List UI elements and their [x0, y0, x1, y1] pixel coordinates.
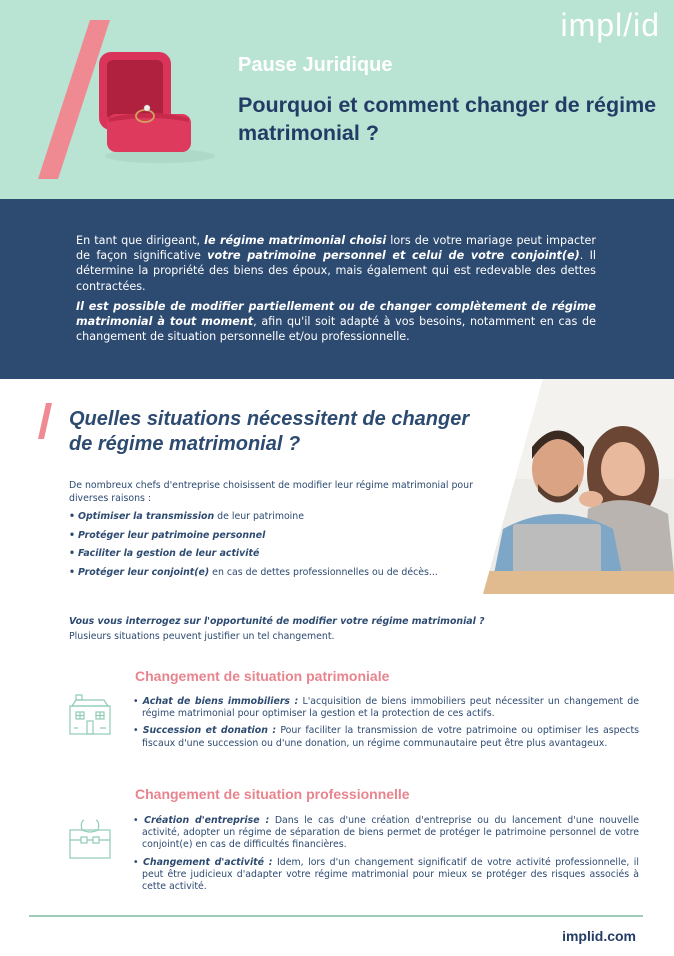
website-link[interactable]: implid.com: [562, 928, 636, 944]
intro-text: lors de votre mariage peut impacter de façon significative: [76, 234, 596, 263]
reason-bold: Optimiser la transmission: [78, 511, 215, 522]
bullet-icon: •: [69, 548, 75, 559]
section-intro: De nombreux chefs d'entreprise choisissent de modifier leur régime matrimonial pour diverses raisons :: [69, 480, 473, 504]
intro-text: En tant que dirigeant,: [76, 234, 205, 247]
reason-text: de leur patrimoine: [214, 511, 304, 522]
intro-emphasis: votre patrimoine personnel et celui de votre conjoint(e): [207, 249, 580, 263]
list-item: [133, 857, 639, 894]
item-bold: Succession et donation :: [142, 725, 277, 737]
slash-icon: [38, 403, 52, 439]
list-item: [69, 530, 489, 543]
reason-bold: Faciliter la gestion de leur activité: [78, 548, 260, 559]
list-item: [69, 511, 489, 524]
item-text: Pour faciliter la transmission de votre patrimoine ou optimiser les aspects fiscaux d'une succession ou d'une donation, un régime communautaire peut être plus avantageux.: [142, 725, 640, 749]
reasons-list: [69, 511, 489, 585]
footer-divider: [29, 915, 643, 917]
bullet-icon: •: [133, 856, 144, 868]
bullet-icon: •: [133, 696, 143, 707]
item-bold: Achat de biens immobiliers :: [142, 696, 299, 707]
briefcase-icon: [68, 818, 112, 864]
question-text: Vous vous interrogez sur l'opportunité de modifier votre régime matrimonial ?: [69, 616, 485, 627]
list-item: [69, 567, 489, 580]
reason-text: en cas de dettes professionnelles ou de décès...: [209, 566, 438, 578]
bullet-icon: •: [133, 815, 145, 826]
house-icon: [68, 694, 112, 740]
question-block: [69, 614, 529, 644]
intro-block: [0, 199, 674, 379]
section-accent-slash: [38, 403, 52, 443]
kicker-label: Pause Juridique: [238, 54, 393, 76]
bullet-icon: •: [69, 511, 75, 522]
section-title: Quelles situations nécessitent de changer de régime matrimonial ?: [69, 408, 470, 455]
bullet-icon: •: [133, 725, 143, 737]
intro-paragraph-1: [76, 233, 596, 294]
page-title: Pourquoi et comment changer de régime matrimonial ?: [238, 93, 657, 145]
implid-logo: impl/id: [560, 7, 660, 43]
item-text: Idem, lors d'un changement significatif de votre activité professionnelle, il peut être judicieux d'adapter votre régime matrimonial pour mieux se protéger des risques associés à cette activité.: [142, 856, 639, 893]
professionnelle-list: [133, 815, 639, 898]
item-bold: Changement d'activité :: [143, 856, 273, 868]
item-text: Dans le cas d'une création d'entreprise ou du lancement d'une nouvelle activité, adopter un régime de séparation de biens permet de protéger le patrimoine personnel de votre conjoint(e) en cas de difficultés financières.: [142, 815, 639, 851]
reason-bold: Protéger leur patrimoine personnel: [78, 529, 266, 541]
bullet-icon: •: [69, 529, 75, 541]
couple-laptop-photo: [483, 379, 674, 594]
intro-text: . Il détermine la propriété des biens des époux, mais également qui est redevable des dettes contractées.: [76, 249, 597, 293]
ring-box-image: [95, 48, 215, 168]
reason-bold: Protéger leur conjoint(e): [78, 566, 210, 578]
patrimoniale-list: [133, 696, 639, 755]
item-text: L'acquisition de biens immobiliers peut nécessiter un changement de régime matrimonial pour optimiser la gestion et la protection de ces actifs.: [142, 696, 639, 720]
bullet-icon: •: [69, 566, 75, 578]
intro-paragraph-2: [76, 299, 596, 345]
item-bold: Création d'entreprise :: [144, 815, 270, 826]
question-follow-text: Plusieurs situations peuvent justifier un tel changement.: [69, 631, 335, 642]
intro-text: , afin qu'il soit adapté à vos besoins, notamment en cas de changement de situation personnelle et/ou professionnelle.: [76, 315, 596, 344]
intro-emphasis: le régime matrimonial choisi: [204, 234, 387, 247]
list-item: [133, 696, 639, 720]
subsection-title-professionnelle: Changement de situation professionnelle: [135, 786, 410, 802]
header-banner: [0, 0, 674, 199]
subsection-title-patrimoniale: Changement de situation patrimoniale: [135, 668, 390, 684]
list-item: [69, 548, 489, 561]
list-item: [133, 725, 639, 749]
list-item: [133, 815, 639, 852]
intro-emphasis: Il est possible de modifier partiellement ou de changer complètement de régime matrimonial à tout moment: [76, 300, 596, 329]
